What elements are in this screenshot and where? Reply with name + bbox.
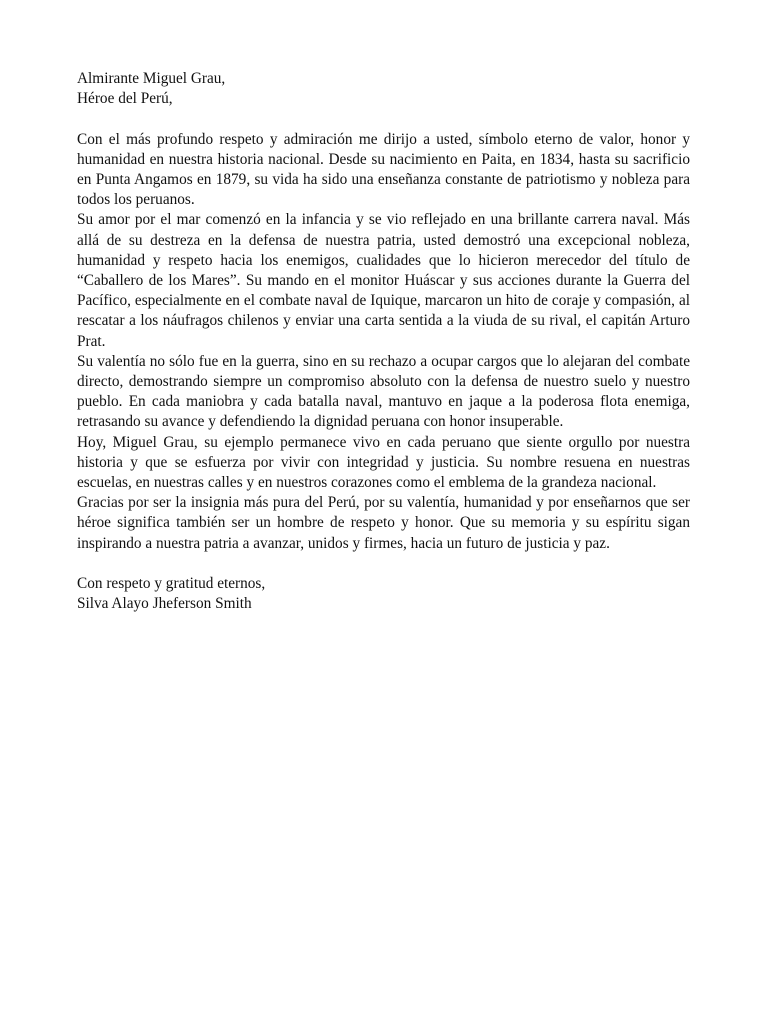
salutation-line-recipient: Almirante Miguel Grau, <box>77 70 226 87</box>
salutation <box>77 69 690 109</box>
paragraph-legacy: Hoy, Miguel Grau, su ejemplo permanece vivo en cada peruano que siente orgullo por nuestra historia y que se esfuerza por vivir con integridad y justicia. Su nombre resuena en nuestras escuelas, en nuestras calles y en nuestros corazones como el emblema de la grandeza nacional. <box>77 433 690 492</box>
paragraph-valor: Su valentía no sólo fue en la guerra, sino en su rechazo a ocupar cargos que lo alejaran del combate directo, demostrando siempre un compromiso absoluto con la defensa de nuestro suelo y nuestro pueblo. En cada maniobra y cada batalla naval, mantuvo en jaque a la poderosa flota enemiga, retrasando su avance y defendiendo la dignidad peruana con honor insuperable. <box>77 352 690 431</box>
closing <box>77 574 690 614</box>
letter-body <box>77 69 690 614</box>
paragraph-naval-career: Su amor por el mar comenzó en la infancia y se vio reflejado en una brillante carrera naval. Más allá de su destreza en la defensa de nuestra patria, usted demostró una excepcional nobleza, humanidad y respeto hacia los enemigos, cualidades que lo hicieron merecedor del título de “Caballero de los Mares”. Su mando en el monitor Huáscar y sus acciones durante la Guerra del Pacífico, especialmente en el combate naval de Iquique, marcaron un hito de coraje y compasión, al rescatar a los náufragos chilenos y enviar una carta sentida a la viuda de su rival, el capitán Arturo Prat. <box>77 211 690 350</box>
letter-paragraphs <box>77 130 690 554</box>
closing-line: Con respeto y gratitud eternos, <box>77 575 266 593</box>
paragraph-gratitude: Gracias por ser la insignia más pura del Perú, por su valentía, humanidad y por enseñarnos que ser héroe significa también ser un hombre de respeto y honor. Que su memoria y su espíritu sigan inspirando a nuestra patria a avanzar, unidos y firmes, hacia un futuro de justicia y paz. <box>77 494 690 552</box>
salutation-line-title: Héroe del Perú, <box>77 90 173 108</box>
paragraph-intro: Con el más profundo respeto y admiración me dirijo a usted, símbolo eterno de valor, honor y humanidad en nuestra historia nacional. Desde su nacimiento en Paita, en 1834, hasta su sacrificio en Punta Angamos en 1879, su vida ha sido una enseñanza constante de patriotismo y nobleza para todos los peruanos. <box>77 130 690 209</box>
signature: Silva Alayo Jheferson Smith <box>77 595 252 613</box>
